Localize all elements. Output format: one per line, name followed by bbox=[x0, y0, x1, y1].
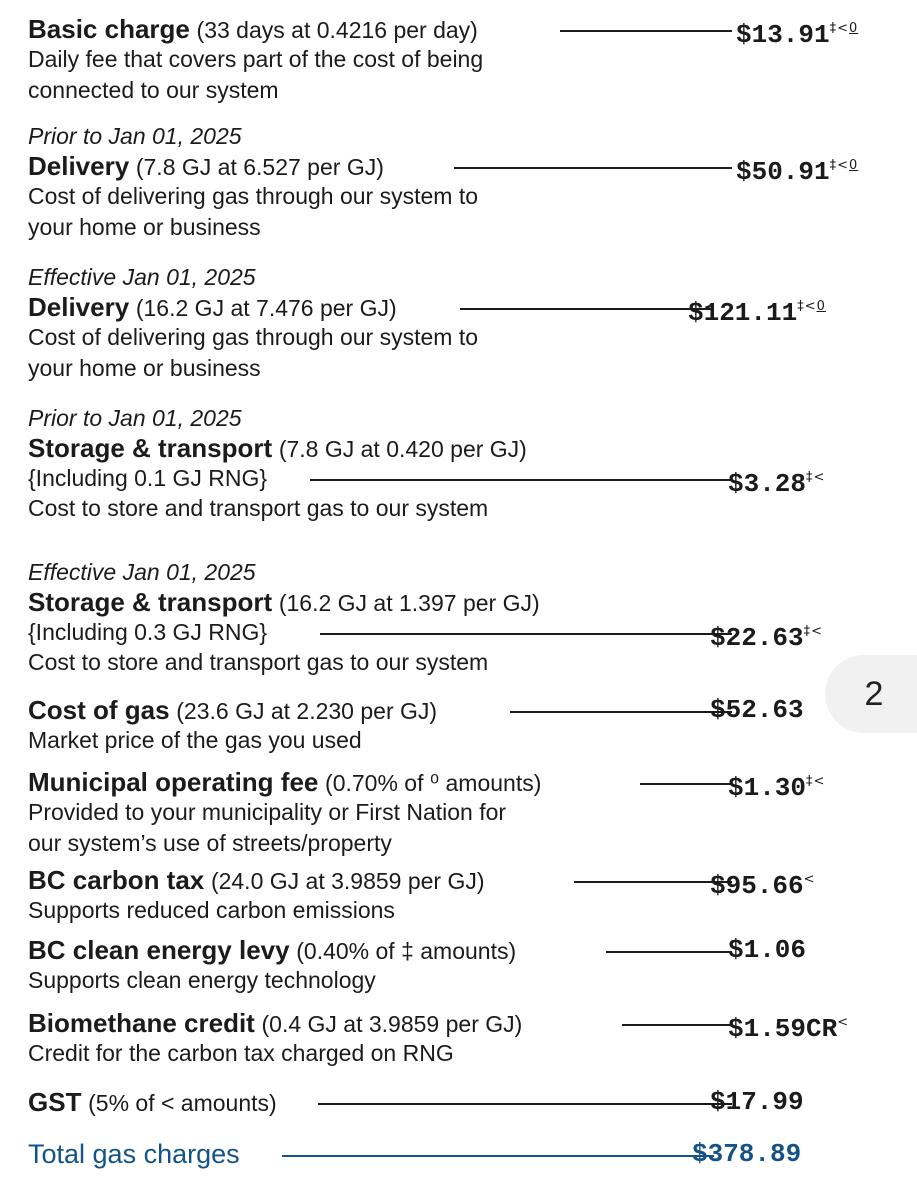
total-amount: $378.89 bbox=[692, 1139, 802, 1169]
charge-storage-effective bbox=[28, 557, 828, 678]
charge-amount: $95.66 bbox=[710, 871, 804, 901]
effective-date-label: Prior to Jan 01, 2025 bbox=[28, 123, 242, 149]
charge-description: connected to our system bbox=[28, 77, 279, 103]
leader-line bbox=[622, 1024, 732, 1026]
footnote-marker: ‡< bbox=[829, 158, 850, 173]
charge-amount: $17.99 bbox=[710, 1087, 804, 1117]
charge-description: Market price of the gas you used bbox=[28, 727, 362, 753]
charge-amount: $52.63 bbox=[710, 695, 804, 725]
footnote-marker-underlined: 0 bbox=[849, 158, 859, 173]
charge-description: Provided to your municipality or First Nation for bbox=[28, 799, 507, 825]
charge-carbon-tax bbox=[28, 865, 828, 926]
charge-amount: $1.59CR bbox=[728, 1014, 838, 1044]
charge-name: Basic charge bbox=[28, 14, 190, 44]
charge-detail: (16.2 GJ at 7.476 per GJ) bbox=[135, 295, 397, 321]
charge-cost-of-gas bbox=[28, 695, 828, 756]
charge-description: Daily fee that covers part of the cost of being bbox=[28, 46, 484, 72]
charge-description: Cost to store and transport gas to our system bbox=[28, 495, 489, 521]
leader-line bbox=[454, 167, 732, 169]
charge-detail: (7.8 GJ at 0.420 per GJ) bbox=[278, 436, 527, 462]
charge-amount: $1.06 bbox=[728, 935, 807, 965]
effective-date-label: Prior to Jan 01, 2025 bbox=[28, 405, 242, 431]
leader-line bbox=[310, 479, 732, 481]
leader-line bbox=[282, 1155, 714, 1157]
charge-description: Cost of delivering gas through our system to bbox=[28, 183, 479, 209]
charge-description: Cost of delivering gas through our system to bbox=[28, 324, 479, 350]
charge-description: Supports clean energy technology bbox=[28, 967, 376, 993]
charge-amount: $13.91 bbox=[736, 20, 830, 50]
charge-municipal-fee bbox=[28, 767, 828, 859]
total-label: Total gas charges bbox=[28, 1139, 240, 1169]
charge-description: your home or business bbox=[28, 214, 261, 240]
leader-line bbox=[460, 308, 714, 310]
charge-name: Municipal operating fee bbox=[28, 767, 319, 797]
charge-detail: (23.6 GJ at 2.230 per GJ) bbox=[176, 698, 438, 724]
charge-basic bbox=[28, 14, 859, 106]
leader-line bbox=[320, 633, 732, 635]
effective-date-label: Effective Jan 01, 2025 bbox=[28, 264, 256, 290]
charge-amount: $3.28 bbox=[728, 469, 807, 499]
charge-delivery-prior bbox=[28, 121, 859, 243]
footnote-marker: ‡< bbox=[803, 624, 824, 639]
page-indicator[interactable]: 2 bbox=[825, 655, 917, 733]
footnote-marker: ‡< bbox=[797, 299, 817, 314]
leader-line bbox=[560, 30, 732, 32]
charge-name: Storage & transport bbox=[28, 433, 273, 463]
footnote-marker: < bbox=[803, 872, 816, 887]
charge-detail: (24.0 GJ at 3.9859 per GJ) bbox=[210, 868, 485, 894]
charge-clean-energy-levy bbox=[28, 935, 828, 996]
charge-amount: $22.63 bbox=[710, 623, 804, 653]
leader-line bbox=[640, 783, 732, 785]
leader-line bbox=[318, 1103, 732, 1105]
charge-description: our system’s use of streets/property bbox=[28, 830, 392, 856]
leader-line bbox=[606, 951, 732, 953]
charge-note: {Including 0.1 GJ RNG} bbox=[28, 465, 268, 491]
charge-gst bbox=[28, 1087, 828, 1117]
charge-name: Storage & transport bbox=[28, 587, 273, 617]
footnote-marker: ‡< bbox=[806, 774, 826, 789]
charge-detail: (33 days at 0.4216 per day) bbox=[196, 17, 478, 43]
charge-note: {Including 0.3 GJ RNG} bbox=[28, 619, 268, 645]
total-gas-charges bbox=[28, 1139, 828, 1169]
footnote-marker-underlined: 0 bbox=[849, 21, 859, 36]
charge-name: Delivery bbox=[28, 151, 130, 181]
footnote-marker: < bbox=[837, 1015, 850, 1030]
footnote-marker: ‡< bbox=[806, 470, 826, 485]
charge-name: Delivery bbox=[28, 292, 130, 322]
charge-amount: $50.91 bbox=[736, 157, 830, 187]
charge-description: Credit for the carbon tax charged on RNG bbox=[28, 1040, 454, 1066]
charge-detail: (16.2 GJ at 1.397 per GJ) bbox=[278, 590, 540, 616]
charge-storage-prior bbox=[28, 403, 828, 524]
footnote-marker-underlined: 0 bbox=[816, 299, 826, 314]
charge-name: GST bbox=[28, 1087, 82, 1117]
charge-name: Cost of gas bbox=[28, 695, 170, 725]
charge-detail: (0.70% of ⁰ amounts) bbox=[325, 770, 542, 796]
charge-description: your home or business bbox=[28, 355, 261, 381]
charge-detail: (0.4 GJ at 3.9859 per GJ) bbox=[261, 1011, 523, 1037]
charge-delivery-effective bbox=[28, 262, 828, 384]
footnote-marker: ‡< bbox=[829, 21, 850, 36]
charge-description: Cost to store and transport gas to our system bbox=[28, 649, 489, 675]
charge-detail: (0.40% of ‡ amounts) bbox=[296, 938, 517, 964]
charge-detail: (7.8 GJ at 6.527 per GJ) bbox=[135, 154, 384, 180]
effective-date-label: Effective Jan 01, 2025 bbox=[28, 559, 256, 585]
charge-detail: (5% of < amounts) bbox=[88, 1090, 277, 1116]
charge-amount: $121.11 bbox=[688, 298, 798, 328]
leader-line bbox=[510, 711, 732, 713]
charge-description: Supports reduced carbon emissions bbox=[28, 897, 395, 923]
leader-line bbox=[574, 881, 732, 883]
charge-name: BC carbon tax bbox=[28, 865, 205, 895]
charge-name: BC clean energy levy bbox=[28, 935, 290, 965]
charge-name: Biomethane credit bbox=[28, 1008, 255, 1038]
charge-amount: $1.30 bbox=[728, 773, 807, 803]
charge-biomethane-credit bbox=[28, 1008, 850, 1069]
